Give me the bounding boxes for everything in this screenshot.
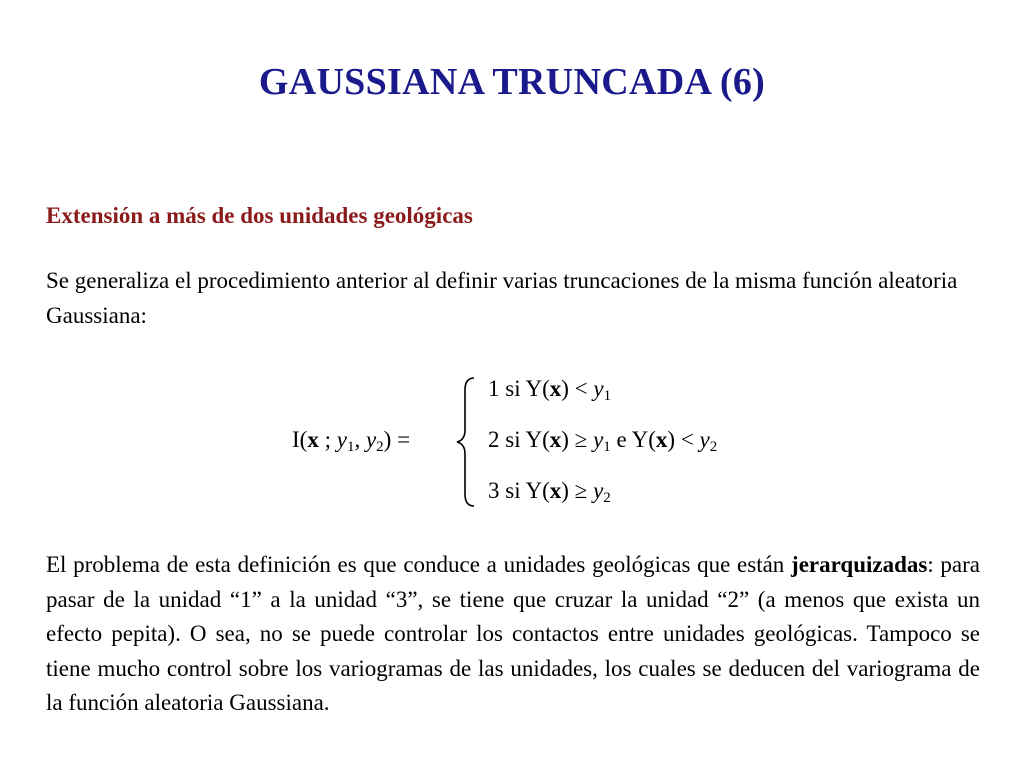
- case2-rel: ) ≥: [561, 427, 594, 452]
- formula-case-2: [488, 427, 717, 453]
- case3-rel: ) ≥: [561, 478, 594, 503]
- case2-x: x: [549, 427, 562, 452]
- lhs-sub1: 1: [346, 439, 355, 455]
- case2-num: 2 si Y(: [488, 427, 550, 452]
- intro-paragraph: Se generaliza el procedimiento anterior al definir varias truncaciones de la misma función aleatoria Gaussiana:: [46, 268, 958, 328]
- conclusion-paragraph: [46, 548, 980, 721]
- case1-x: x: [549, 376, 562, 401]
- lhs-comma: ,: [354, 427, 366, 452]
- case2-subb: 2: [709, 439, 718, 455]
- lhs-sub2: 2: [376, 439, 384, 455]
- lhs-y1: y: [336, 427, 347, 452]
- formula-case-1: [488, 376, 611, 402]
- case1-num: 1 si Y(: [488, 376, 550, 401]
- case1-rel: ) <: [561, 376, 594, 401]
- lhs-fn: I(: [292, 427, 308, 452]
- lhs-sep: ;: [318, 427, 337, 452]
- slide-title: GAUSSIANA TRUNCADA (6): [258, 61, 766, 103]
- lhs-close: ) =: [383, 427, 411, 452]
- case2-x2: x: [655, 427, 668, 452]
- conclusion-after: : para pasar de la unidad “1” a la unidad “3”, se tiene que cruzar la unidad “2” (a menos que exista un efecto pepita). O sea, no se puede controlar los contactos entre unidades geológicas. Tampoco se tiene mucho control sobre los variogramas de las unidades, los cuales se deducen del variograma de la función aleatoria Gaussiana.: [46, 552, 981, 715]
- lhs-x: x: [307, 427, 319, 452]
- case1-sub: 1: [603, 388, 612, 404]
- case2-mid: e Y(: [610, 427, 656, 452]
- section-subtitle: Extensión a más de dos unidades geológicas: [46, 203, 473, 228]
- case1-y: y: [593, 376, 604, 401]
- lhs-y2: y: [365, 427, 377, 452]
- case2-rel2: ) <: [667, 427, 700, 452]
- case3-sub: 2: [603, 490, 611, 506]
- case2-sub: 1: [603, 439, 611, 455]
- conclusion-before: El problema de esta definición es que conduce a unidades geológicas que están: [46, 552, 792, 577]
- indicator-formula: [0, 372, 1024, 512]
- case3-x: x: [549, 478, 562, 503]
- formula-lhs: [292, 427, 410, 453]
- left-brace-icon: [452, 376, 478, 508]
- case2-y: y: [593, 427, 604, 452]
- conclusion-keyword: jerarquizadas: [791, 552, 928, 577]
- case3-num: 3 si Y(: [488, 478, 550, 503]
- formula-case-3: [488, 478, 611, 504]
- case2-yb: y: [699, 427, 710, 452]
- case3-y: y: [593, 478, 604, 503]
